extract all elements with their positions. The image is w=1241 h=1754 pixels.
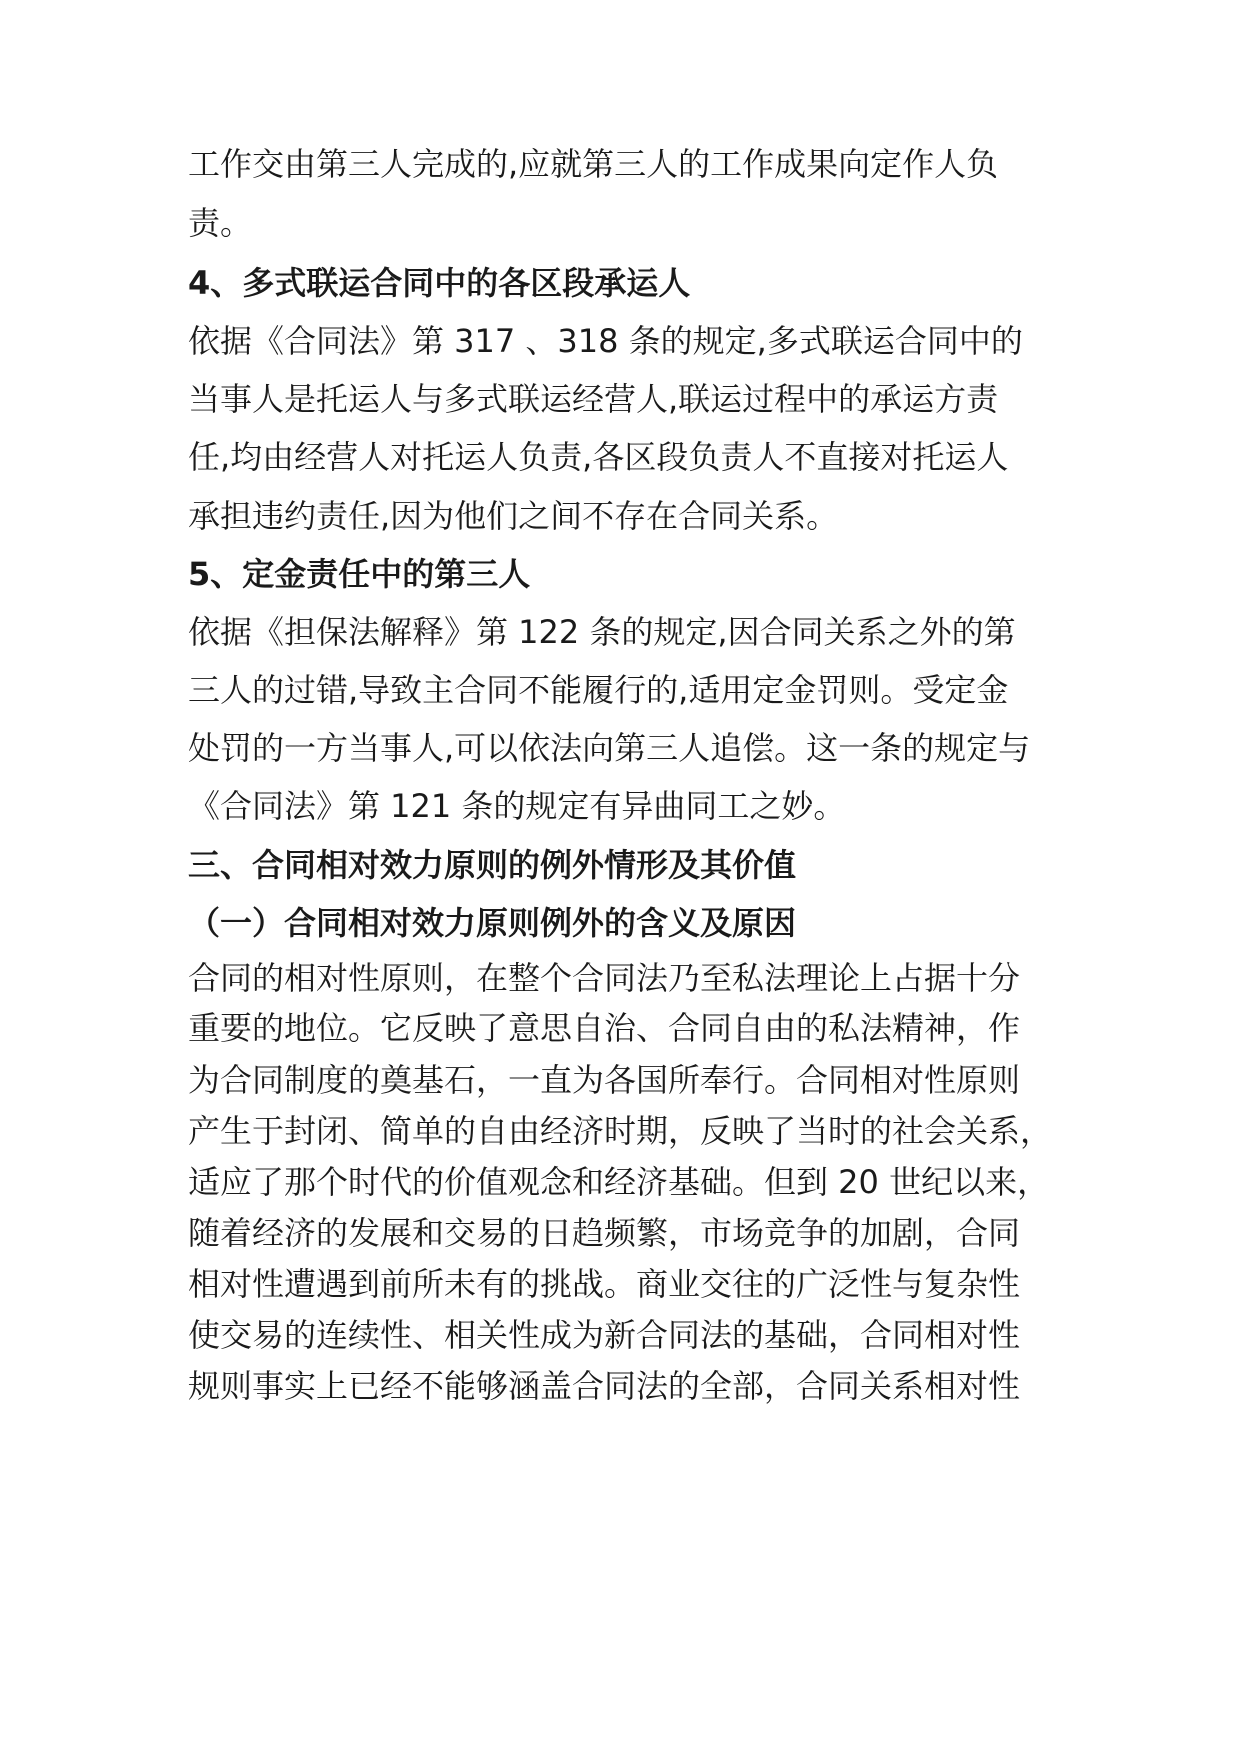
paragraph-line: 为合同制度的奠基石，一直为各国所奉行。合同相对性原则	[188, 1061, 1021, 1099]
paragraph-line: 任,均由经营人对托运人负责,各区段负责人不直接对托运人	[188, 438, 1009, 476]
paragraph-line: 相对性遭遇到前所未有的挑战。商业交往的广泛性与复杂性	[188, 1265, 1021, 1303]
paragraph-line: 承担违约责任,因为他们之间不存在合同关系。	[188, 497, 839, 535]
paragraph-line: 责。	[188, 204, 253, 242]
heading-5: 5、定金责任中的第三人	[188, 555, 531, 593]
paragraph-line: 随着经济的发展和交易的日趋频繁，市场竞争的加剧，合同	[188, 1214, 1021, 1252]
section-heading: 三、合同相对效力原则的例外情形及其价值	[188, 846, 797, 884]
paragraph-line: 产生于封闭、简单的自由经济时期，反映了当时的社会关系，	[188, 1112, 1053, 1150]
paragraph-line: 当事人是托运人与多式联运经营人,联运过程中的承运方责	[188, 380, 999, 418]
paragraph-line: 使交易的连续性、相关性成为新合同法的基础，合同相对性	[188, 1316, 1021, 1354]
paragraph-line: 重要的地位。它反映了意思自治、合同自由的私法精神，作	[188, 1009, 1021, 1047]
paragraph-line: 依据《合同法》第 317 、318 条的规定,多式联运合同中的	[188, 322, 1023, 360]
paragraph-line: 三人的过错,导致主合同不能履行的,适用定金罚则。受定金	[188, 671, 1009, 709]
paragraph-line: 适应了那个时代的价值观念和经济基础。但到 20 世纪以来，	[188, 1163, 1050, 1201]
paragraph-line: 工作交由第三人完成的,应就第三人的工作成果向定作人负	[188, 145, 999, 183]
paragraph-line: 依据《担保法解释》第 122 条的规定,因合同关系之外的第	[188, 613, 1016, 651]
subsection-heading: （一）合同相对效力原则例外的含义及原因	[188, 904, 797, 942]
paragraph-line: 合同的相对性原则，在整个合同法乃至私法理论上占据十分	[188, 959, 1021, 997]
paragraph-line: 处罚的一方当事人,可以依法向第三人追偿。这一条的规定与	[188, 729, 1031, 767]
paragraph-line: 《合同法》第 121 条的规定有异曲同工之妙。	[188, 787, 846, 825]
heading-4: 4、多式联运合同中的各区段承运人	[188, 264, 691, 302]
paragraph-line: 规则事实上已经不能够涵盖合同法的全部，合同关系相对性	[188, 1367, 1021, 1405]
